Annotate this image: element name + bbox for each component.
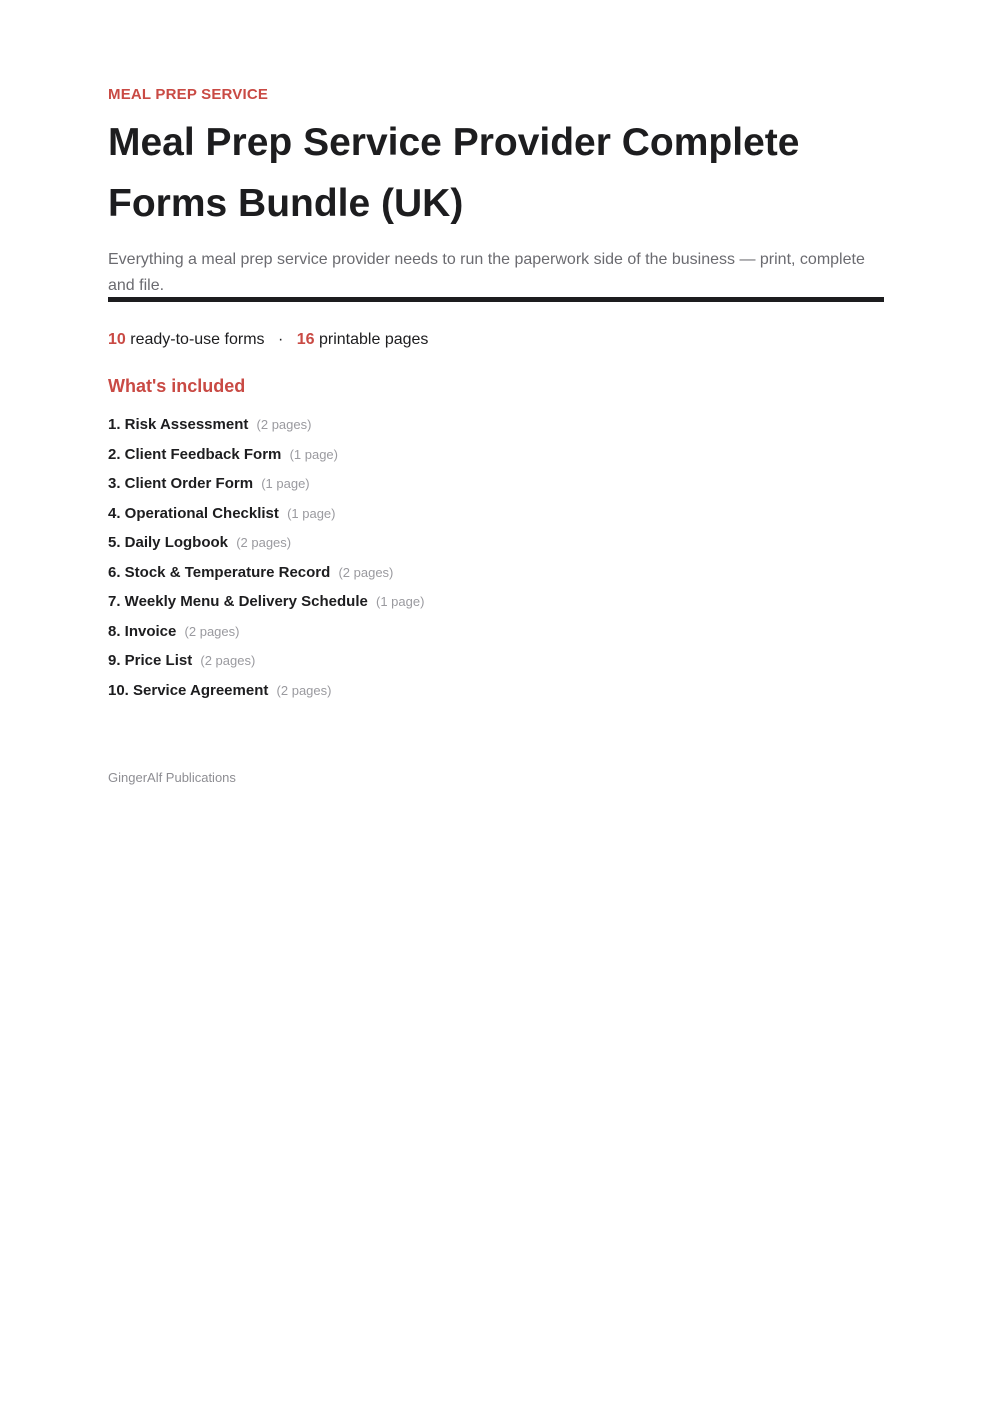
forms-count: 10: [108, 331, 126, 348]
pages-label: printable pages: [319, 331, 429, 348]
list-item: [108, 413, 424, 443]
forms-label: ready-to-use forms: [130, 331, 265, 348]
item-page-count: (2 pages): [256, 417, 312, 432]
item-name: 10. Service Agreement: [108, 681, 269, 699]
item-page-count: (2 pages): [338, 564, 394, 580]
item-name: 2. Client Feedback Form: [108, 445, 282, 463]
category-label: MEAL PREP SERVICE: [108, 86, 269, 103]
included-list: [108, 413, 424, 708]
divider: [108, 297, 884, 302]
item-name: 1. Risk Assessment: [108, 416, 249, 433]
list-item: [108, 443, 424, 473]
page-subtitle: Everything a meal prep service provider needs to run the paperwork side of the business — print, complete and file.: [108, 251, 865, 294]
item-page-count: (1 page): [376, 594, 425, 609]
item-name: 6. Stock & Temperature Record: [108, 563, 331, 581]
page-title: Meal Prep Service Provider Complete Forms Bundle (UK): [108, 121, 800, 225]
included-heading: What's included: [108, 376, 246, 396]
item-page-count: (1 page): [261, 476, 310, 491]
item-name: 8. Invoice: [108, 622, 177, 640]
item-page-count: (2 pages): [200, 653, 256, 668]
list-item: [108, 679, 424, 709]
bundle-stats: [108, 331, 428, 349]
list-item: [108, 649, 424, 679]
item-page-count: (2 pages): [184, 623, 240, 639]
item-page-count: (2 pages): [236, 535, 292, 550]
item-name: 4. Operational Checklist: [108, 504, 279, 522]
stats-separator: ·: [277, 331, 284, 348]
list-item: [108, 561, 424, 591]
list-item: [108, 531, 424, 561]
item-page-count: (1 page): [287, 505, 336, 521]
list-item: [108, 620, 424, 650]
list-item: [108, 502, 424, 532]
item-name: 3. Client Order Form: [108, 475, 254, 492]
item-name: 5. Daily Logbook: [108, 534, 229, 551]
item-page-count: (1 page): [289, 446, 338, 462]
list-item: [108, 590, 424, 620]
item-name: 7. Weekly Menu & Delivery Schedule: [108, 593, 368, 610]
list-item: [108, 472, 424, 502]
item-page-count: (2 pages): [276, 682, 332, 698]
pages-count: 16: [296, 331, 315, 348]
item-name: 9. Price List: [108, 652, 193, 669]
publisher-footer: GingerAlf Publications: [108, 770, 236, 785]
